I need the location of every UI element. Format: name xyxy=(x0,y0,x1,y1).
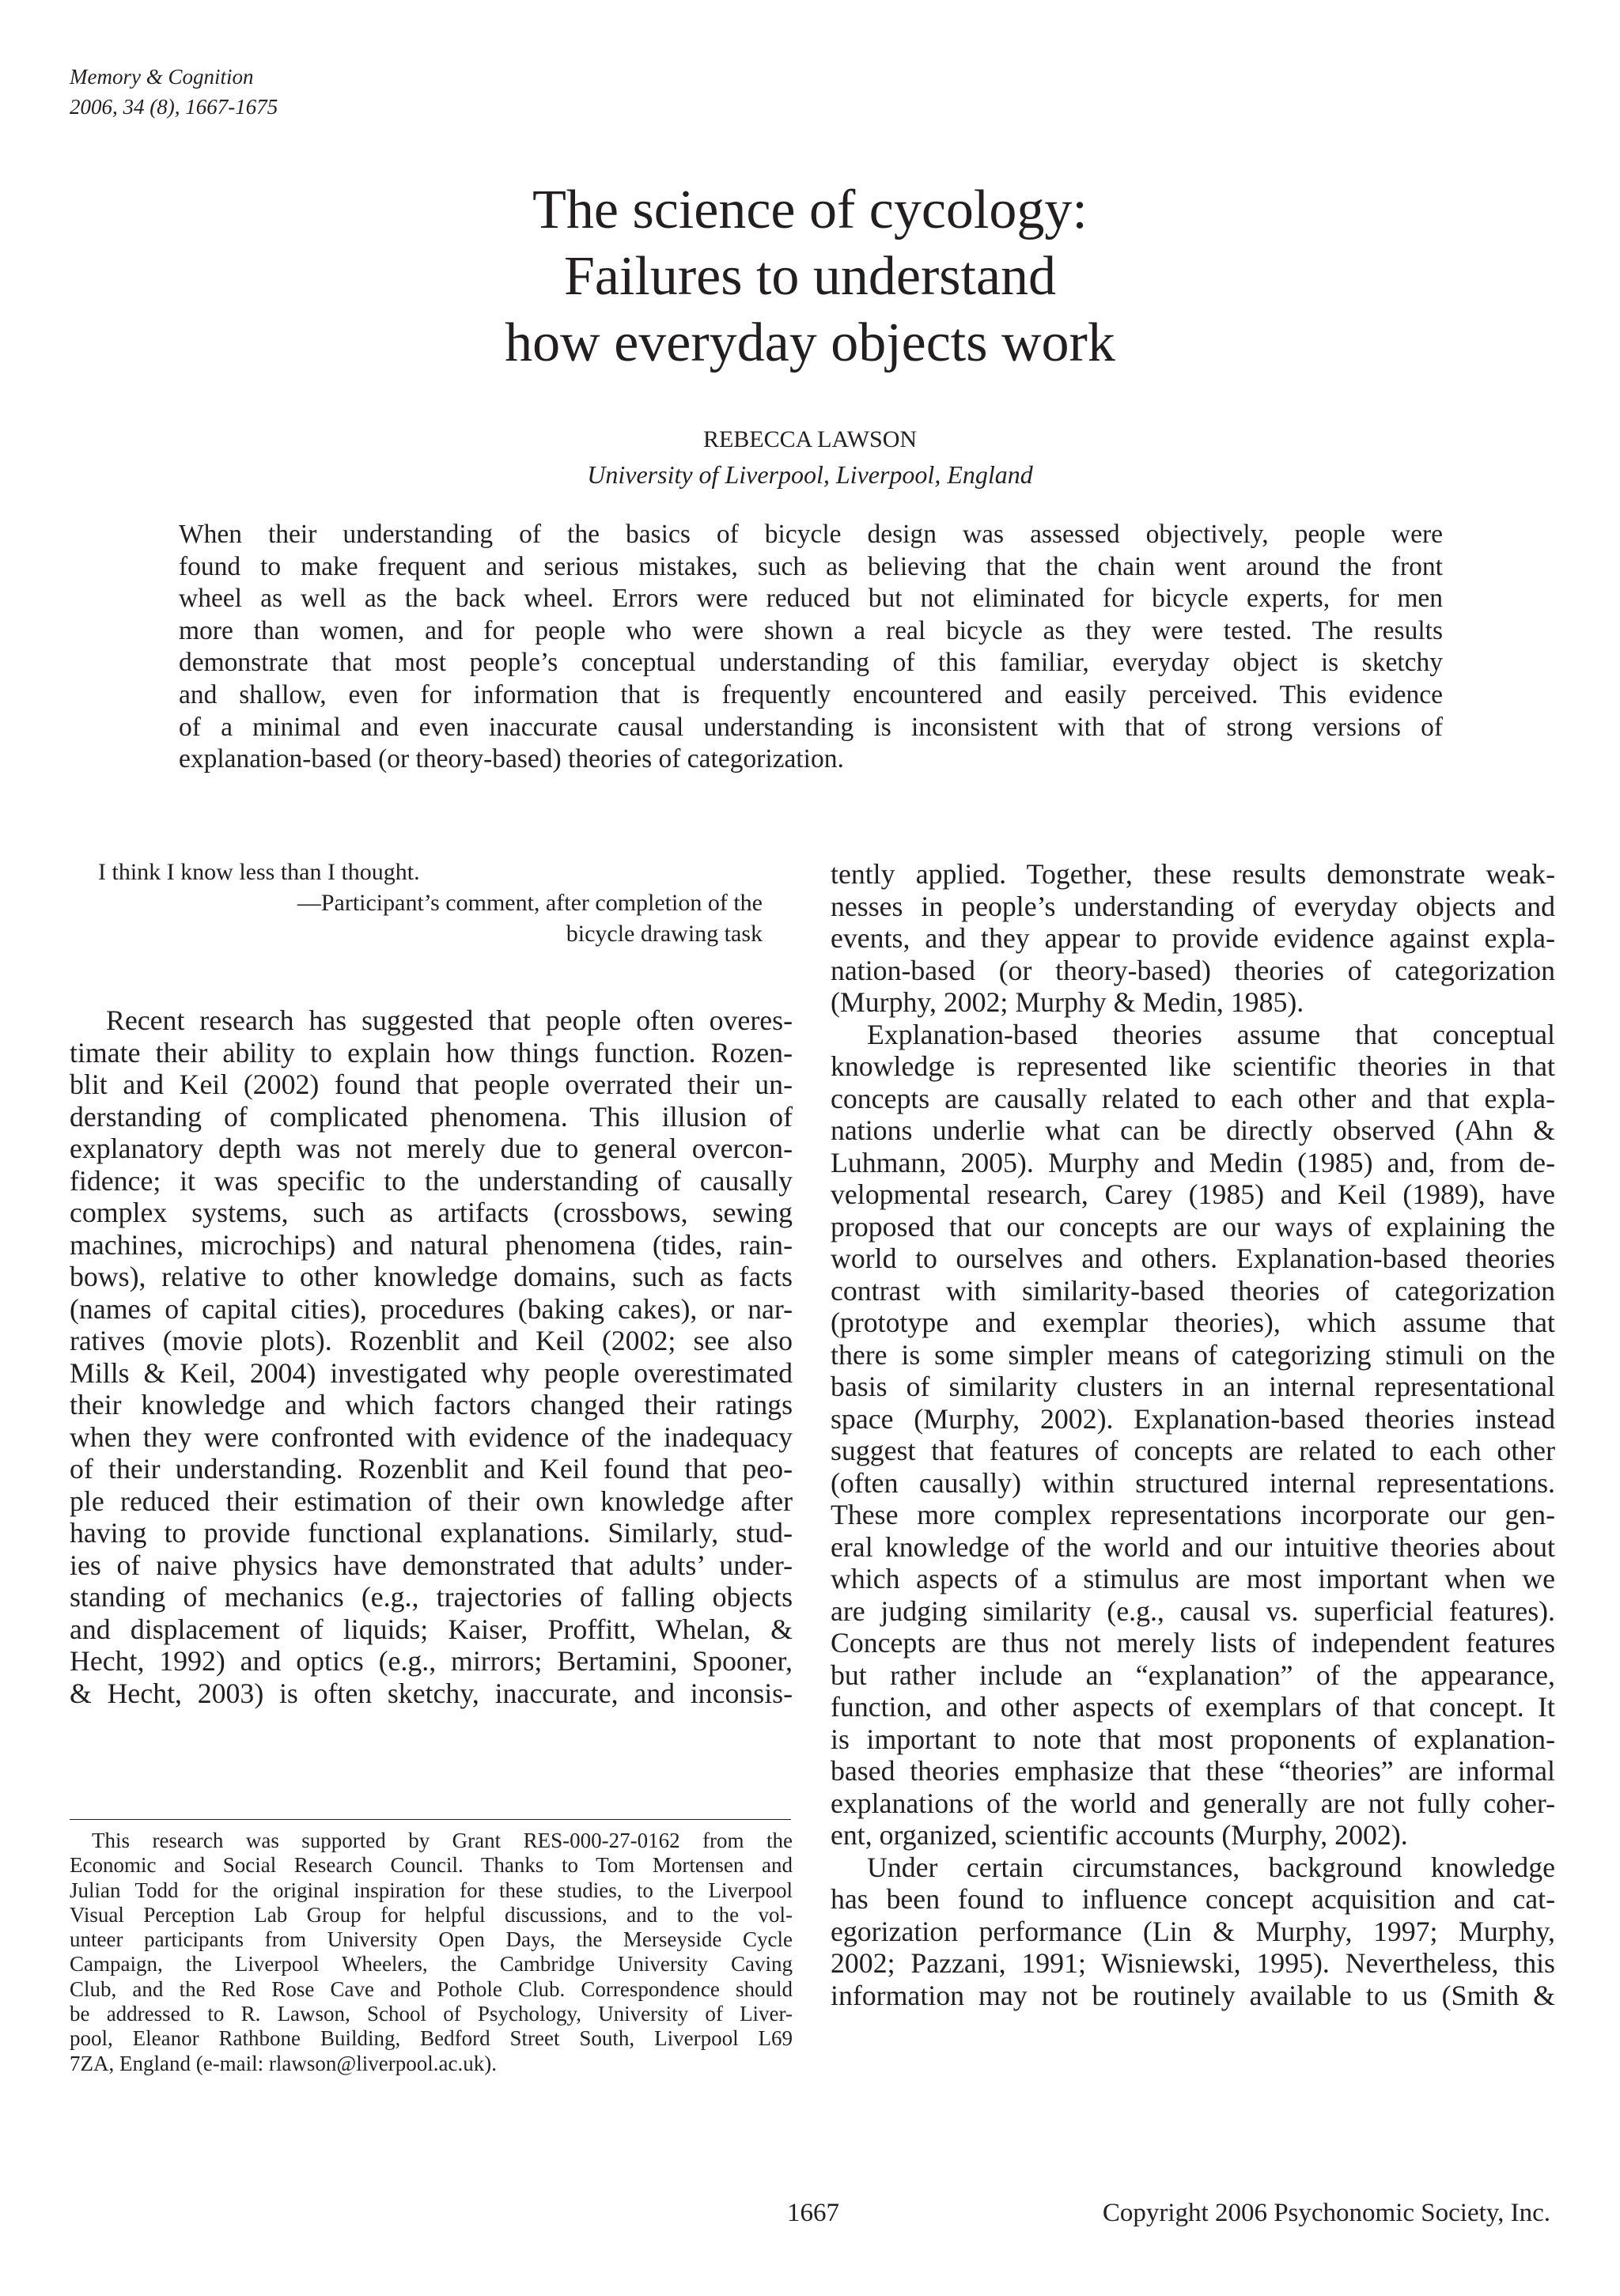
body-line: (names of capital cities), procedures (baking cakes), or nar- xyxy=(70,1292,793,1325)
body-line: nesses in people’s understanding of everyday objects and xyxy=(831,890,1555,922)
body-line: ratives (movie plots). Rozenblit and Keil (2002; see also xyxy=(70,1325,793,1356)
abstract xyxy=(179,519,1443,776)
abstract-line: more than women, and for people who were shown a real bicycle as they were tested. The results xyxy=(179,615,1443,645)
abstract-line: wheel as well as the back wheel. Errors were reduced but not eliminated for bicycle experts, for men xyxy=(179,584,1443,614)
epigraph xyxy=(98,857,763,949)
body-line: and displacement of liquids; Kaiser, Proffitt, Whelan, & xyxy=(70,1613,793,1645)
body-line: velopmental research, Carey (1985) and Keil (1989), have xyxy=(831,1178,1555,1210)
body-line: contrast with similarity-based theories of categorization xyxy=(831,1274,1555,1307)
body-line: ent, organized, scientific accounts (Murphy, 2002). xyxy=(831,1819,1408,1851)
body-line: (Murphy, 2002; Murphy & Medin, 1985). xyxy=(831,986,1304,1018)
title-line: The science of cycology: xyxy=(532,180,1088,240)
footnote-line: Julian Todd for the original inspiration for these studies, to the Liverpool xyxy=(70,1878,793,1902)
body-line: explanations of the world and generally are not fully coher- xyxy=(831,1787,1555,1819)
body-line: based theories emphasize that these “theories” are informal xyxy=(831,1755,1555,1787)
body-line: & Hecht, 2003) is often sketchy, inaccurate, and inconsis- xyxy=(70,1677,793,1709)
body-line: Under certain circumstances, background knowledge xyxy=(867,1851,1555,1883)
body-line: function, and other aspects of exemplars of that concept. It xyxy=(831,1691,1555,1723)
body-line: basis of similarity clusters in an internal representational xyxy=(831,1371,1555,1402)
body-line: is important to note that most proponents of explanation- xyxy=(831,1723,1555,1755)
body-line: space (Murphy, 2002). Explanation-based theories instead xyxy=(831,1402,1555,1435)
body-line: world to ourselves and others. Explanation-based theories xyxy=(831,1243,1555,1274)
body-line: knowledge is represented like scientific theories in that xyxy=(831,1050,1555,1082)
body-line: 2002; Pazzani, 1991; Wisniewski, 1995). Nevertheless, this xyxy=(831,1947,1555,1979)
body-line: but rather include an “explanation” of the appearance, xyxy=(831,1659,1555,1691)
footnote-rule xyxy=(70,1819,791,1820)
footnote-line: pool, Eleanor Rathbone Building, Bedford Street South, Liverpool L69 xyxy=(70,2026,793,2051)
abstract-line: of a minimal and even inaccurate causal understanding is inconsistent with that of strong versions of xyxy=(179,712,1443,742)
body-line: when they were confronted with evidence of the inadequacy xyxy=(70,1420,793,1453)
epigraph-attribution: —Participant’s comment, after completion of the xyxy=(297,890,763,916)
title-line: how everyday objects work xyxy=(505,312,1115,373)
body-line: Mills & Keil, 2004) investigated why people overestimated xyxy=(70,1356,793,1389)
body-line: proposed that our concepts are our ways of explaining the xyxy=(831,1210,1555,1243)
body-line: concepts are causally related to each other and that expla- xyxy=(831,1082,1555,1114)
footnote-line: 7ZA, England (e-mail: rlawson@liverpool.ac.uk). xyxy=(70,2051,497,2075)
body-line: nation-based (or theory-based) theories of categorization xyxy=(831,954,1555,986)
body-line: timate their ability to explain how things function. Rozen- xyxy=(70,1036,793,1069)
author-name: REBECCA LAWSON xyxy=(702,426,918,452)
footnote-line: Club, and the Red Rose Cave and Pothole Club. Correspondence should xyxy=(70,1976,793,2001)
footnote-line: unteer participants from University Open Days, the Merseyside Cycle xyxy=(70,1927,793,1952)
body-line: Explanation-based theories assume that conceptual xyxy=(867,1018,1555,1050)
footnote-line: Campaign, the Liverpool Wheelers, the Cambridge University Caving xyxy=(70,1952,793,1976)
body-line: fidence; it was specific to the understanding of causally xyxy=(70,1164,793,1197)
author-affiliation: University of Liverpool, Liverpool, England xyxy=(587,460,1033,489)
epigraph-attribution: bicycle drawing task xyxy=(566,921,763,947)
body-line: egorization performance (Lin & Murphy, 1997; Murphy, xyxy=(831,1915,1555,1947)
body-line: ple reduced their estimation of their own knowledge after xyxy=(70,1485,793,1517)
body-line: blit and Keil (2002) found that people overrated their un- xyxy=(70,1069,793,1100)
footnote xyxy=(70,1829,793,2076)
abstract-line: and shallow, even for information that is frequently encountered and easily perceived. This evidence xyxy=(179,679,1443,709)
body-line: (prototype and exemplar theories), which assume that xyxy=(831,1307,1555,1338)
left-column-body xyxy=(70,1004,793,1709)
abstract-line: demonstrate that most people’s conceptual understanding of this familiar, everyday object is sketchy xyxy=(179,648,1443,678)
body-line: nations underlie what can be directly observed (Ahn & xyxy=(831,1114,1555,1146)
journal-header xyxy=(70,62,278,122)
footnote-line: This research was supported by Grant RES-000-27-0162 from the xyxy=(92,1829,793,1852)
body-line: has been found to influence concept acquisition and cat- xyxy=(831,1883,1555,1915)
body-line: information may not be routinely available to us (Smith & xyxy=(831,1979,1555,2011)
abstract-line: found to make frequent and serious mistakes, such as believing that the chain went around the front xyxy=(179,551,1443,581)
body-line: tently applied. Together, these results demonstrate weak- xyxy=(831,858,1555,890)
body-line: bows), relative to other knowledge domains, such as facts xyxy=(70,1261,793,1292)
body-line: complex systems, such as artifacts (crossbows, sewing xyxy=(70,1197,793,1228)
body-line: machines, microchips) and natural phenomena (tides, rain- xyxy=(70,1228,793,1261)
body-line: there is some simpler means of categorizing stimuli on the xyxy=(831,1338,1555,1371)
body-line: having to provide functional explanations. Similarly, stud- xyxy=(70,1517,793,1549)
body-line: events, and they appear to provide evidence against expla- xyxy=(831,922,1555,954)
body-line: Concepts are thus not merely lists of independent features xyxy=(831,1627,1555,1659)
body-line: explanatory depth was not merely due to general overcon- xyxy=(70,1133,793,1164)
footnote-line: Economic and Social Research Council. Thanks to Tom Mortensen and xyxy=(70,1853,793,1878)
footnote-line: Visual Perception Lab Group for helpful discussions, and to the vol- xyxy=(70,1902,793,1927)
epigraph-quote: I think I know less than I thought. xyxy=(98,859,420,885)
body-line: their knowledge and which factors changed their ratings xyxy=(70,1389,793,1420)
body-line: These more complex representations incorporate our gen- xyxy=(831,1499,1555,1530)
copyright-notice: Copyright 2006 Psychonomic Society, Inc. xyxy=(1102,2199,1550,2227)
body-line: (often causally) within structured internal representations. xyxy=(831,1466,1555,1499)
abstract-line: When their understanding of the basics of bicycle design was assessed objectively, people were xyxy=(179,520,1443,549)
body-line: eral knowledge of the world and our intuitive theories about xyxy=(831,1530,1555,1563)
right-column-body xyxy=(831,858,1555,2011)
body-line: Luhmann, 2005). Murphy and Medin (1985) and, from de- xyxy=(831,1146,1555,1178)
body-line: ies of naive physics have demonstrated that adults’ under- xyxy=(70,1549,793,1581)
title-line: Failures to understand xyxy=(563,246,1057,307)
body-line: Recent research has suggested that people often overes- xyxy=(106,1004,793,1036)
body-line: of their understanding. Rozenblit and Keil found that peo- xyxy=(70,1453,793,1485)
journal-citation: 2006, 34 (8), 1667-1675 xyxy=(70,95,278,119)
body-line: Hecht, 1992) and optics (e.g., mirrors; Bertamini, Spooner, xyxy=(70,1645,793,1677)
article-title xyxy=(0,177,1620,376)
page-number: 1667 xyxy=(787,2199,839,2227)
body-line: standing of mechanics (e.g., trajectories of falling objects xyxy=(70,1581,793,1613)
body-line: suggest that features of concepts are related to each other xyxy=(831,1435,1555,1466)
abstract-line: explanation-based (or theory-based) theories of categorization. xyxy=(179,744,844,774)
body-line: which aspects of a stimulus are most important when we xyxy=(831,1563,1555,1594)
body-line: derstanding of complicated phenomena. This illusion of xyxy=(70,1100,793,1133)
body-line: are judging similarity (e.g., causal vs. superficial features). xyxy=(831,1594,1555,1627)
journal-name: Memory & Cognition xyxy=(70,65,254,89)
footnote-line: be addressed to R. Lawson, School of Psychology, University of Liver- xyxy=(70,2002,793,2026)
